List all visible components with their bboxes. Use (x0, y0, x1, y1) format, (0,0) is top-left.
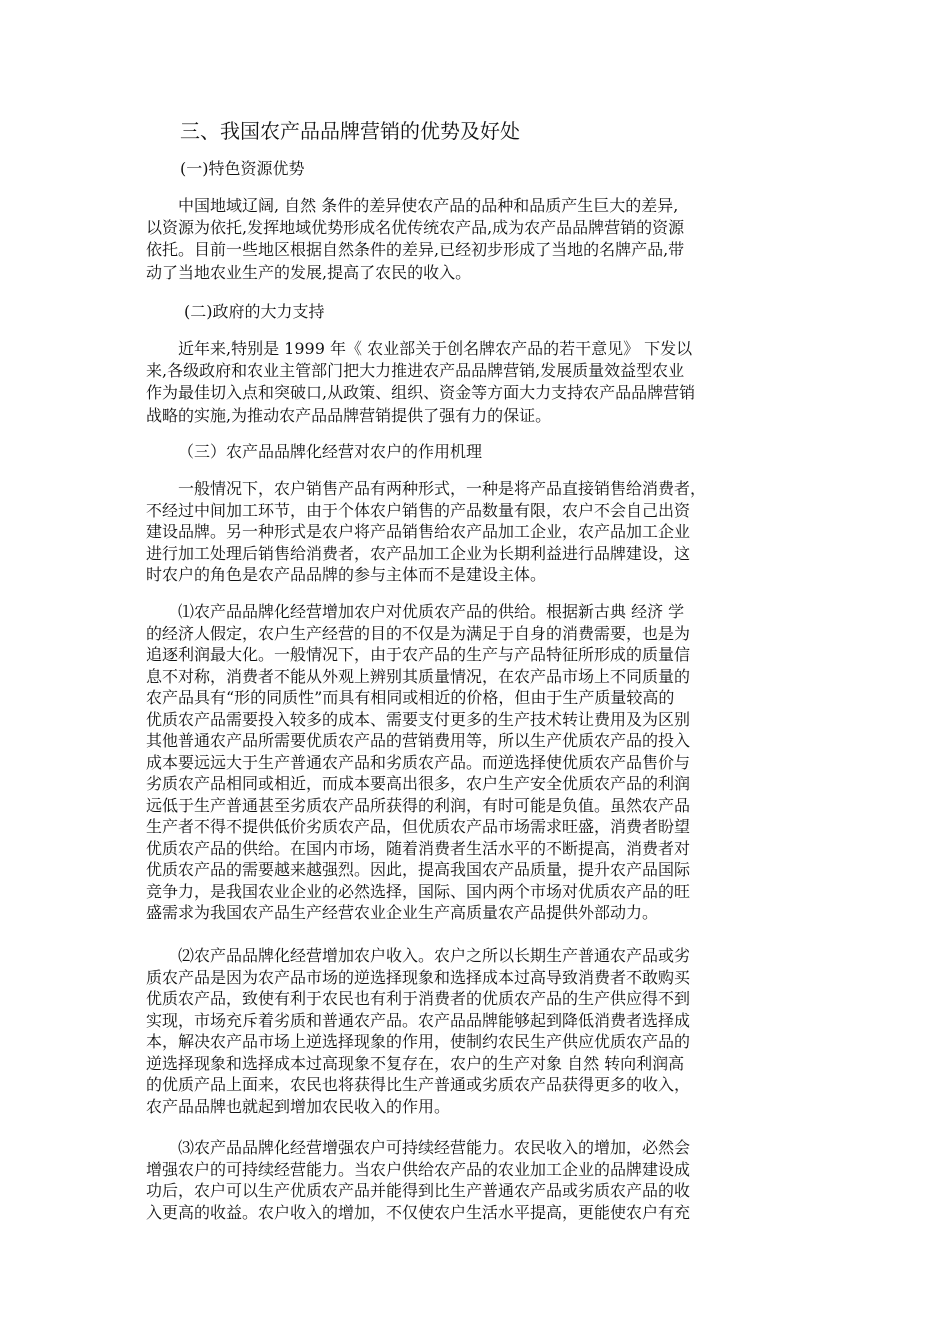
text-line: 增强农户的可持续经营能力。当农户供给农产品的农业加工企业的品牌建设成 (146, 1159, 691, 1179)
text-line: 的优质产品上面来，农民也将获得比生产普通或劣质农产品获得更多的收入， (146, 1075, 691, 1094)
text-line: 追逐利润最大化。一般情况下，由于农产品的生产与产品特征所形成的质量信 (146, 645, 691, 664)
text-line: 农产品具有“形的同质性”而具有相同或相近的价格，但由于生产质量较高的 (146, 688, 675, 707)
text-line: 时农户的角色是农产品品牌的参与主体而不是建设主体。 (146, 565, 547, 584)
text-line: 本，解决农产品市场上逆选择现象的作用，使制约农民生产供应优质农产品的 (146, 1032, 691, 1051)
text-line: 以资源为依托,发挥地域优势形成名优传统农产品,成为农产品品牌营销的资源 (146, 218, 685, 238)
text-line: 入更高的收益。农户收入的增加，不仅使农户生活水平提高，更能使农户有充 (146, 1202, 691, 1222)
text-line: 中国地域辽阔, 自然 条件的差异使农产品的品种和品质产生巨大的差异, (146, 196, 679, 215)
text-line: 其他普通农产品所需要优质农产品的营销费用等，所以生产优质农产品的投入 (146, 731, 691, 750)
subheading-resource-advantage: (一)特色资源优势 (180, 159, 305, 178)
text-line: 动了当地农业生产的发展,提高了农民的收入。 (146, 262, 472, 282)
text-line: 功后，农户可以生产优质农产品并能得到比生产普通农产品或劣质农产品的收 (146, 1181, 691, 1200)
text-line: 战略的实施,为推动农产品品牌营销提供了强有力的保证。 (146, 405, 552, 425)
text-line: 生产者不得不提供低价劣质农产品，但优质农产品市场需求旺盛，消费者盼望 (146, 817, 691, 836)
paragraph-sales-forms (146, 478, 806, 586)
text-line: 逆选择现象和选择成本过高现象不复存在，农户的生产对象 自然 转向利润高 (146, 1053, 685, 1073)
text-line: 作为最佳切入点和突破口,从政策、组织、资金等方面大力支持农产品品牌营销 (146, 383, 696, 403)
text-line: 近年来,特别是 1999 年《 农业部关于创名牌农产品的若干意见》 下发以 (146, 339, 693, 358)
text-line: 息不对称，消费者不能从外观上辨别其质量情况，在农产品市场上不同质量的 (146, 666, 691, 686)
text-line: 劣质农产品相同或相近，而成本要高出很多，农户生产安全优质农产品的利润 (146, 774, 691, 793)
paragraph-point-2 (146, 945, 806, 1117)
text-line: 优质农产品需要投入较多的成本、需要支付更多的生产技术转让费用及为区别 (146, 709, 691, 729)
paragraph-point-1 (146, 601, 806, 924)
text-line: 农产品品牌也就起到增加农民收入的作用。 (146, 1096, 451, 1116)
section-title: 三、我国农产品品牌营销的优势及好处 (180, 119, 520, 143)
subheading-government-support: (二)政府的大力支持 (184, 302, 325, 321)
text-line: 竞争力，是我国农业企业的必然选择，国际、国内两个市场对优质农产品的旺 (146, 881, 691, 901)
text-line: ⑴农产品品牌化经营增加农户对优质农产品的供给。根据新古典 经济 学 (146, 602, 685, 621)
text-line: 不经过中间加工环节，由于个体农户销售的产品数量有限，农户不会自己出资 (146, 500, 691, 520)
text-line: ⑵农产品品牌化经营增加农户收入。农户之所以长期生产普通农产品或劣 (146, 946, 691, 965)
text-line: ⑶农产品品牌化经营增强农户可持续经营能力。农民收入的增加，必然会 (146, 1138, 691, 1157)
text-line: 实现，市场充斥着劣质和普通农产品。农产品品牌能够起到降低消费者选择成 (146, 1010, 691, 1030)
text-line: 远低于生产普通甚至劣质农产品所获得的利润，有时可能是负值。虽然农产品 (146, 795, 691, 815)
text-line: 一般情况下，农户销售产品有两种形式，一种是将产品直接销售给消费者， (146, 479, 707, 498)
text-line: 来,各级政府和农业主管部门把大力推进农产品品牌营销,发展质量效益型农业 (146, 361, 685, 381)
text-line: 建设品牌。另一种形式是农户将产品销售给农产品加工企业，农产品加工企业 (146, 522, 691, 541)
text-line: 的经济人假定，农户生产经营的目的不仅是为满足于自身的消费需要，也是为 (146, 623, 691, 643)
paragraph-point-3 (146, 1137, 806, 1223)
text-line: 优质农产品的需要越来越强烈。因此，提高我国农产品质量，提升农产品国际 (146, 860, 691, 879)
text-line: 质农产品是因为农产品市场的逆选择现象和选择成本过高导致消费者不敢购买 (146, 967, 691, 987)
paragraph-government-support (146, 338, 806, 427)
subheading-mechanism: （三）农产品品牌化经营对农户的作用机理 (178, 442, 483, 461)
text-line: 成本要远远大于生产普通农产品和劣质农产品。而逆选择使优质农产品售价与 (146, 752, 691, 772)
text-line: 盛需求为我国农产品生产经营农业企业生产高质量农产品提供外部动力。 (146, 903, 659, 922)
text-line: 优质农产品，致使有利于农民也有利于消费者的优质农产品的生产供应得不到 (146, 989, 691, 1008)
text-line: 依托。目前一些地区根据自然条件的差异,已经初步形成了当地的名牌产品,带 (146, 240, 685, 260)
text-line: 进行加工处理后销售给消费者，农产品加工企业为长期利益进行品牌建设，这 (146, 543, 691, 563)
paragraph-resource-advantage (146, 195, 806, 284)
text-line: 优质农产品的供给。在国内市场，随着消费者生活水平的不断提高，消费者对 (146, 838, 691, 858)
